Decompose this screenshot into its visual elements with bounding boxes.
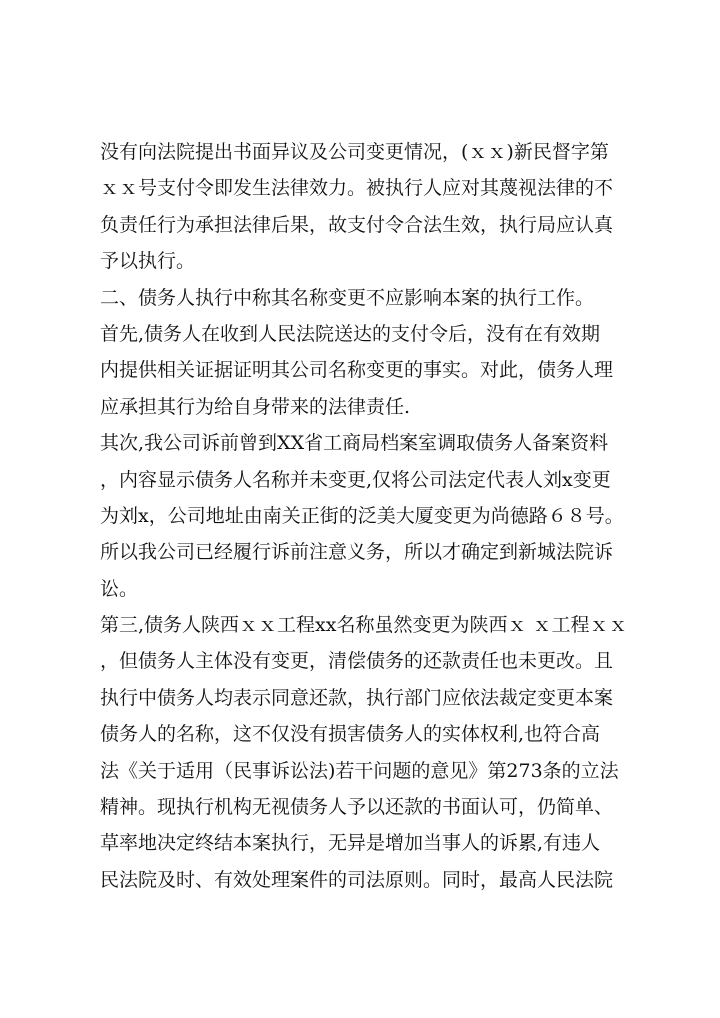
text-line: 法《关于适用（民事诉讼法)若干问题的意见》第273条的立法 bbox=[100, 759, 619, 782]
text-line: 其次,我公司诉前曾到XX省工商局档案室调取债务人备案资料 bbox=[100, 432, 609, 455]
text-line: 予以执行。 bbox=[100, 250, 196, 273]
text-line: 第三,债务人陕西ｘｘ工程xx名称虽然变更为陕西ｘ ｘ工程ｘｘ bbox=[100, 614, 628, 637]
text-line: 为刘x，公司地址由南关正街的泛美大厦变更为尚德路６８号。 bbox=[100, 504, 624, 527]
body-text bbox=[100, 134, 630, 898]
text-line: 首先,债务人在收到人民法院送达的支付令后，没有在有效期 bbox=[100, 322, 601, 345]
text-line: 精神。现执行机构无视债务人予以还款的书面认可，仍简单、 bbox=[100, 796, 614, 819]
text-line: 没有向法院提出书面异议及公司变更情况，(ｘｘ)新民督字第 bbox=[100, 141, 609, 163]
text-line: 负责任行为承担法律后果，故支付令合法生效，执行局应认真 bbox=[100, 213, 614, 236]
text-line: 民法院及时、有效处理案件的司法原则。同时，最高人民法院 bbox=[100, 868, 614, 891]
text-line: 二、债务人执行中称其名称变更不应影响本案的执行工作。 bbox=[100, 286, 595, 309]
text-line: ｘｘ号支付令即发生法律效力。被执行人应对其蔑视法律的不 bbox=[100, 177, 614, 200]
text-line: ，内容显示债务人名称并未变更,仅将公司法定代表人刘x变更 bbox=[100, 468, 611, 491]
text-line: 应承担其行为给自身带来的法律责任. bbox=[100, 395, 411, 418]
text-line: 执行中债务人均表示同意还款，执行部门应依法裁定变更本案 bbox=[100, 686, 614, 709]
text-line: ，但债务人主体没有变更，清偿债务的还款责任也未更改。且 bbox=[100, 650, 614, 673]
text-line: 讼。 bbox=[100, 577, 139, 600]
text-line: 债务人的名称，这不仅没有损害债务人的实体权利,也符合高 bbox=[100, 723, 601, 746]
text-line: 所以我公司已经履行诉前注意义务，所以才确定到新城法院诉 bbox=[100, 541, 614, 564]
text-line: 内提供相关证据证明其公司名称变更的事实。对此，债务人理 bbox=[100, 359, 614, 382]
text-line: 草率地决定终结本案执行，无异是增加当事人的诉累,有违人 bbox=[100, 832, 601, 855]
